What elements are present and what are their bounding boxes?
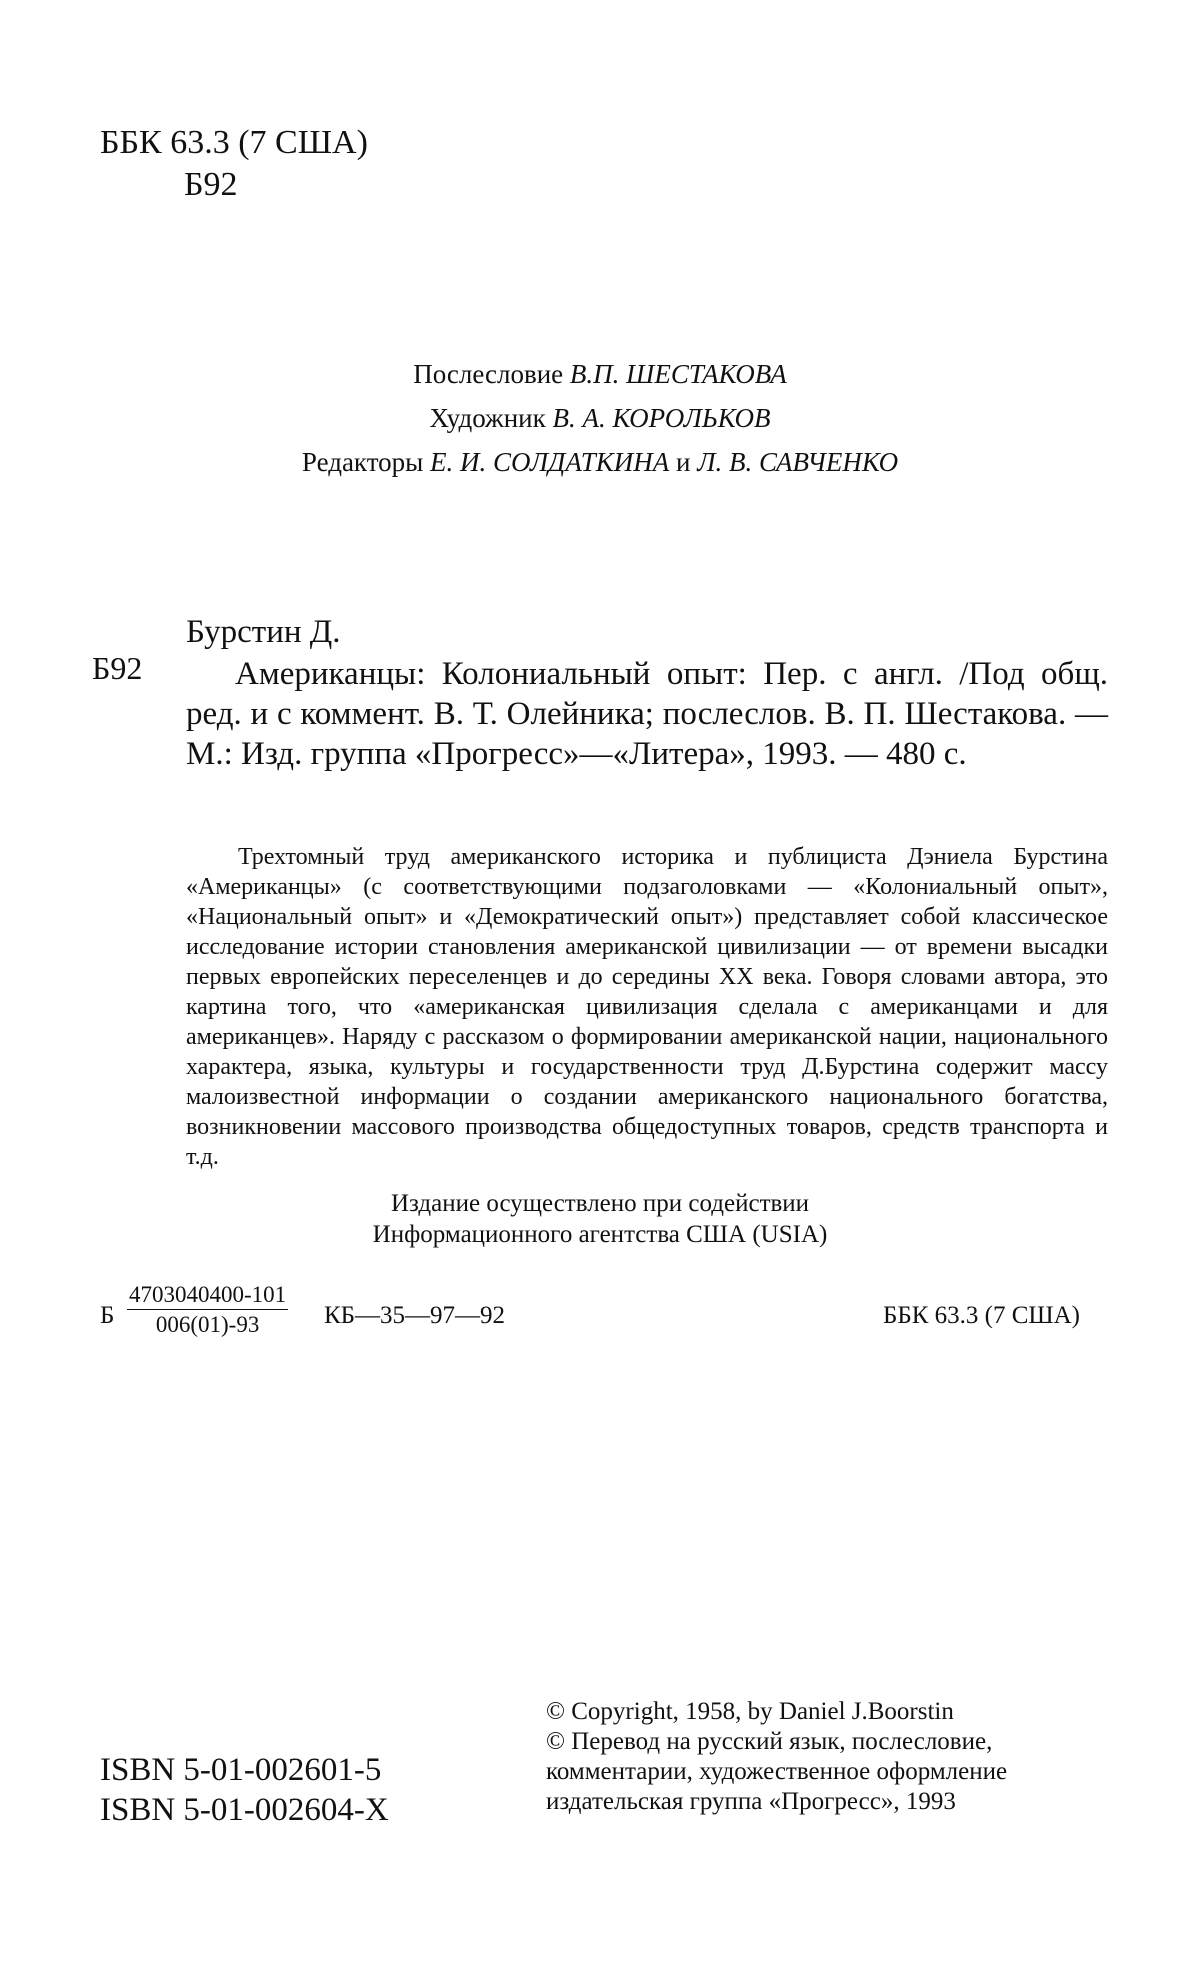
bibliographic-entry [186, 612, 1108, 774]
copyright-line-2: © Перевод на русский язык, послесловие, [546, 1727, 1007, 1757]
side-code: Б92 [92, 650, 142, 687]
credits-block [0, 352, 1200, 484]
afterword-label: Послесловие [413, 359, 563, 389]
index-fraction [127, 1282, 288, 1338]
afterword-credit [0, 352, 1200, 396]
support-line-1: Издание осуществлено при содействии [0, 1188, 1200, 1219]
kb-code: КБ—35—97—92 [324, 1302, 505, 1330]
support-line-2: Информационного агентства США (USIA) [0, 1219, 1200, 1250]
index-formula [100, 1290, 1100, 1346]
afterword-name: В.П. ШЕСТАКОВА [570, 359, 787, 389]
artist-label: Художник [430, 403, 546, 433]
editors-conj: и [676, 447, 690, 477]
editors-label: Редакторы [302, 447, 423, 477]
index-numerator: 4703040400-101 [127, 1282, 288, 1310]
editor1-name: Е. И. СОЛДАТКИНА [430, 447, 669, 477]
annotation: Трехтомный труд американского историка и публициста Дэниела Бурстина «Американцы» (с соответствующими подзаголовками — «Колониальный опыт», «Национальный опыт» и «Демократический опыт») представляет собой классическое исследование истории становления американской цивилизации — от времени высадки первых европейских переселенцев и до середины XX века. Говоря словами автора, это картина того, что «американская цивилизация сделала с американцами и для американцев». Наряду с рассказом о формировании американской нации, национального характера, языка, культуры и государственности труд Д.Бурстина содержит массу малоизвестной информации о создании американского национального богатства, возникновении массового производства общедоступных товаров, средств транспорта и т.д. [186, 842, 1108, 1172]
bbk-code: ББК 63.3 (7 США) [100, 122, 368, 164]
classification-block [100, 122, 368, 206]
isbn-line-1: ISBN 5-01-002601-5 [100, 1750, 389, 1790]
author-name: Бурстин Д. [186, 612, 1108, 652]
author-code: Б92 [100, 164, 368, 206]
artist-name: В. А. КОРОЛЬКОВ [552, 403, 770, 433]
copyright-line-4: издательская группа «Прогресс», 1993 [546, 1787, 1007, 1817]
bbk-code-bottom: ББК 63.3 (7 США) [883, 1302, 1080, 1330]
index-denominator: 006(01)-93 [127, 1310, 288, 1338]
copyright-block [546, 1697, 1007, 1817]
isbn-block [100, 1750, 389, 1830]
artist-credit [0, 396, 1200, 440]
entry-text: Американцы: Колониальный опыт: Пер. с англ. /Под общ. ред. и с коммент. В. Т. Олейника; послеслов. В. П. Шестакова. — М.: Изд. группа «Прогресс»—«Литера», 1993. — 480 с. [186, 654, 1108, 774]
copyright-line-3: комментарии, художественное оформление [546, 1757, 1007, 1787]
index-letter: Б [100, 1302, 114, 1330]
copyright-line-1: © Copyright, 1958, by Daniel J.Boorstin [546, 1697, 1007, 1727]
editor2-name: Л. В. САВЧЕНКО [697, 447, 898, 477]
support-note [0, 1188, 1200, 1250]
editors-credit [0, 440, 1200, 484]
isbn-line-2: ISBN 5-01-002604-X [100, 1790, 389, 1830]
